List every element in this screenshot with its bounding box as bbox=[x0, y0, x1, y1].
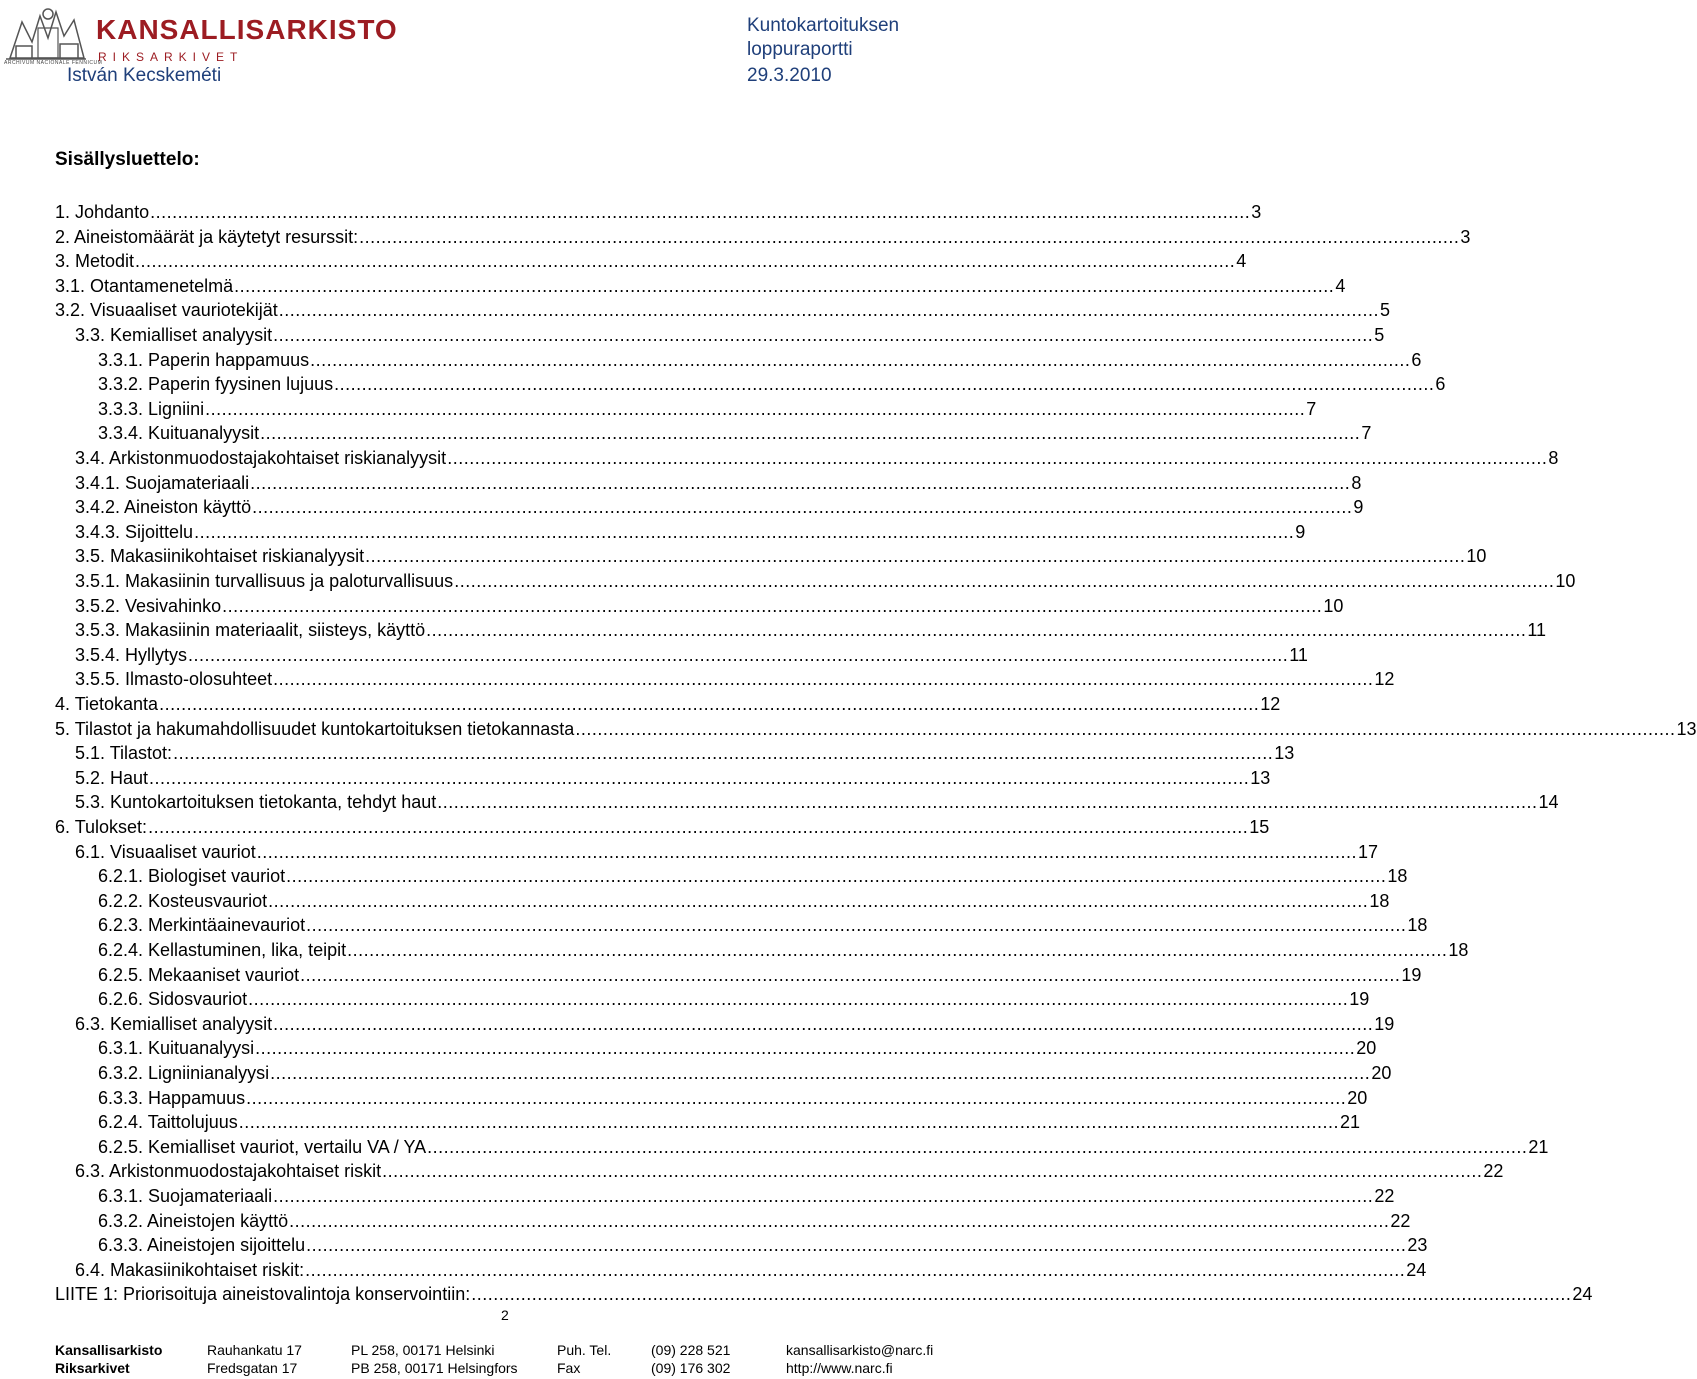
toc-leader-dots: ........................................................................................................................................................................................................ bbox=[427, 1137, 1528, 1157]
toc-leader-dots: ........................................................................................................................................................................................................ bbox=[149, 768, 1250, 788]
toc-entry-title: 6. Tulokset: bbox=[55, 817, 148, 837]
toc-entry-page: 22 bbox=[1374, 1186, 1395, 1206]
toc-leader-dots: ........................................................................................................................................................................................................ bbox=[278, 300, 1379, 320]
toc-entry[interactable] bbox=[75, 1258, 1427, 1282]
toc-entry-page: 21 bbox=[1339, 1112, 1360, 1132]
toc-entry-title: 6.3.3. Aineistojen sijoittelu bbox=[98, 1235, 306, 1255]
toc-entry-page: 18 bbox=[1448, 940, 1469, 960]
toc-entry[interactable] bbox=[75, 569, 1576, 593]
toc-entry-page: 11 bbox=[1527, 620, 1547, 640]
toc-leader-dots: ........................................................................................................................................................................................................ bbox=[347, 940, 1448, 960]
toc-entry-title: 6.2.4. Kellastuminen, lika, teipit bbox=[98, 940, 347, 960]
toc-entry-page: 10 bbox=[1466, 546, 1487, 566]
toc-entry[interactable] bbox=[55, 249, 1247, 273]
toc-entry-title: 6.3.1. Suojamateriaali bbox=[98, 1186, 273, 1206]
toc-entry-title: 3.5.2. Vesivahinko bbox=[75, 596, 222, 616]
footer-row1-cell: Kansallisarkisto bbox=[55, 1342, 163, 1358]
toc-entry-title: 6.2.1. Biologiset vauriot bbox=[98, 866, 286, 886]
toc-entry-title: 3.5.5. Ilmasto-olosuhteet bbox=[75, 669, 273, 689]
toc-leader-dots: ........................................................................................................................................................................................................ bbox=[382, 1161, 1483, 1181]
toc-entry-page: 13 bbox=[1676, 719, 1697, 739]
toc-leader-dots: ........................................................................................................................................................................................................ bbox=[306, 915, 1407, 935]
toc-leader-dots: ........................................................................................................................................................................................................ bbox=[447, 448, 1548, 468]
footer-row1-cell: Puh. Tel. bbox=[557, 1342, 612, 1358]
toc-leader-dots: ........................................................................................................................................................................................................ bbox=[273, 669, 1374, 689]
toc-leader-dots: ........................................................................................................................................................................................................ bbox=[150, 202, 1251, 222]
toc-entry[interactable] bbox=[55, 274, 1346, 298]
toc-entry-title: 5.1. Tilastot: bbox=[75, 743, 173, 763]
document-title bbox=[747, 14, 899, 62]
toc-entry-page: 15 bbox=[1249, 817, 1270, 837]
toc-entry-page: 19 bbox=[1374, 1014, 1395, 1034]
footer-row2-cell: PB 258, 00171 Helsingfors bbox=[351, 1360, 518, 1376]
toc-entry-page: 14 bbox=[1538, 792, 1559, 812]
toc-entry-page: 5 bbox=[1374, 325, 1385, 345]
toc-entry-title: 6.3. Arkistonmuodostajakohtaiset riskit bbox=[75, 1161, 382, 1181]
toc-entry-title: 3.5.1. Makasiinin turvallisuus ja paloturvallisuus bbox=[75, 571, 454, 591]
footer-row1-cell: (09) 228 521 bbox=[651, 1342, 731, 1358]
toc-entry[interactable] bbox=[75, 741, 1295, 765]
toc-entry-page: 18 bbox=[1369, 891, 1390, 911]
toc-entry[interactable] bbox=[98, 938, 1469, 962]
toc-leader-dots: ........................................................................................................................................................................................................ bbox=[289, 1211, 1390, 1231]
toc-leader-dots: ........................................................................................................................................................................................................ bbox=[273, 1186, 1374, 1206]
toc-entry[interactable] bbox=[98, 421, 1372, 445]
toc-entry-title: 5. Tilastot ja hakumahdollisuudet kuntokartoituksen tietokannasta bbox=[55, 719, 575, 739]
toc-entry-title: 1. Johdanto bbox=[55, 202, 150, 222]
archive-emblem-logo bbox=[2, 2, 90, 62]
toc-entry[interactable] bbox=[98, 963, 1422, 987]
document-date: 29.3.2010 bbox=[747, 65, 832, 86]
footer-row2-cell: (09) 176 302 bbox=[651, 1360, 731, 1376]
footer-row1-cell: Rauhankatu 17 bbox=[207, 1342, 302, 1358]
toc-leader-dots: ........................................................................................................................................................................................................ bbox=[365, 546, 1466, 566]
toc-entry-title: 3.4.1. Suojamateriaali bbox=[75, 473, 250, 493]
toc-entry[interactable] bbox=[98, 348, 1422, 372]
author-name: István Kecskeméti bbox=[67, 65, 222, 86]
toc-entry-title: 6.2.4. Taittolujuus bbox=[98, 1112, 238, 1132]
toc-entry[interactable] bbox=[98, 1061, 1392, 1085]
toc-leader-dots: ........................................................................................................................................................................................................ bbox=[246, 1088, 1347, 1108]
toc-entry[interactable] bbox=[98, 1110, 1360, 1134]
toc-entry-title: 3.5.3. Makasiinin materiaalit, siisteys, käyttö bbox=[75, 620, 426, 640]
toc-entry-title: 6.2.6. Sidosvauriot bbox=[98, 989, 248, 1009]
toc-entry-page: 8 bbox=[1351, 473, 1362, 493]
toc-entry[interactable] bbox=[98, 864, 1408, 888]
document-title-line2: loppuraportti bbox=[747, 39, 853, 60]
toc-entry-page: 12 bbox=[1374, 669, 1395, 689]
toc-entry-title: 3.4.2. Aineiston käyttö bbox=[75, 497, 252, 517]
toc-leader-dots: ........................................................................................................................................................................................................ bbox=[305, 1260, 1406, 1280]
toc-leader-dots: ........................................................................................................................................................................................................ bbox=[234, 276, 1335, 296]
toc-entry-title: 6.3.2. Ligniinianalyysi bbox=[98, 1063, 270, 1083]
toc-leader-dots: ........................................................................................................................................................................................................ bbox=[260, 423, 1361, 443]
toc-entry-title: 6.3.2. Aineistojen käyttö bbox=[98, 1211, 289, 1231]
toc-leader-dots: ........................................................................................................................................................................................................ bbox=[173, 743, 1274, 763]
toc-entry-page: 23 bbox=[1407, 1235, 1428, 1255]
toc-entry[interactable] bbox=[98, 889, 1390, 913]
toc-leader-dots: ........................................................................................................................................................................................................ bbox=[437, 792, 1538, 812]
toc-entry[interactable] bbox=[75, 667, 1395, 691]
toc-entry[interactable] bbox=[55, 298, 1391, 322]
toc-entry-title: 3.5.4. Hyllytys bbox=[75, 645, 188, 665]
toc-entry-page: 5 bbox=[1380, 300, 1391, 320]
toc-entry-page: 18 bbox=[1387, 866, 1408, 886]
toc-leader-dots: ........................................................................................................................................................................................................ bbox=[273, 1014, 1374, 1034]
toc-entry-page: 8 bbox=[1548, 448, 1559, 468]
toc-entry[interactable] bbox=[75, 643, 1308, 667]
toc-entry[interactable] bbox=[98, 1135, 1549, 1159]
toc-entry-page: 10 bbox=[1555, 571, 1576, 591]
toc-entry-page: 9 bbox=[1353, 497, 1364, 517]
footer-row2-cell: Riksarkivet bbox=[55, 1360, 130, 1376]
toc-leader-dots: ........................................................................................................................................................................................................ bbox=[188, 645, 1289, 665]
toc-entry[interactable] bbox=[55, 692, 1281, 716]
toc-entry-title: 3. Metodit bbox=[55, 251, 135, 271]
logo-subtitle: RIKSARKIVET bbox=[98, 50, 244, 64]
document-title-line1: Kuntokartoituksen bbox=[747, 15, 900, 36]
toc-leader-dots: ........................................................................................................................................................................................................ bbox=[238, 1112, 1339, 1132]
toc-entry-page: 20 bbox=[1356, 1038, 1377, 1058]
toc-entry-title: 3.3.4. Kuituanalyysit bbox=[98, 423, 260, 443]
toc-entry[interactable] bbox=[98, 913, 1428, 937]
toc-leader-dots: ........................................................................................................................................................................................................ bbox=[310, 350, 1411, 370]
toc-entry[interactable] bbox=[75, 544, 1487, 568]
toc-leader-dots: ........................................................................................................................................................................................................ bbox=[575, 719, 1676, 739]
footer-row2-cell: Fredsgatan 17 bbox=[207, 1360, 298, 1376]
toc-entry-page: 9 bbox=[1295, 522, 1306, 542]
toc-entry-page: 11 bbox=[1289, 645, 1308, 665]
toc-leader-dots: ........................................................................................................................................................................................................ bbox=[256, 842, 1357, 862]
toc-entry-title: 3.2. Visuaaliset vauriotekijät bbox=[55, 300, 278, 320]
toc-entry[interactable] bbox=[55, 225, 1471, 249]
toc-entry-page: 24 bbox=[1572, 1284, 1593, 1304]
toc-entry-title: 6.2.5. Kemialliset vauriot, vertailu VA / YA bbox=[98, 1137, 427, 1157]
toc-entry-page: 18 bbox=[1407, 915, 1428, 935]
toc-entry-page: 10 bbox=[1323, 596, 1344, 616]
toc-entry-title: 4. Tietokanta bbox=[55, 694, 159, 714]
toc-leader-dots: ........................................................................................................................................................................................................ bbox=[250, 473, 1351, 493]
toc-entry-title: 6.2.5. Mekaaniset vauriot bbox=[98, 965, 300, 985]
footer-row2-cell[interactable]: http://www.narc.fi bbox=[786, 1360, 893, 1376]
toc-entry[interactable] bbox=[55, 815, 1270, 839]
toc-leader-dots: ........................................................................................................................................................................................................ bbox=[159, 694, 1260, 714]
toc-leader-dots: ........................................................................................................................................................................................................ bbox=[334, 374, 1435, 394]
toc-entry[interactable] bbox=[75, 766, 1271, 790]
toc-leader-dots: ........................................................................................................................................................................................................ bbox=[471, 1284, 1572, 1304]
footer-row1-cell[interactable]: kansallisarkisto@narc.fi bbox=[786, 1342, 934, 1358]
toc-entry-title: 5.3. Kuntokartoituksen tietokanta, tehdyt haut bbox=[75, 792, 437, 812]
toc-entry-title: 3.4.3. Sijoittelu bbox=[75, 522, 194, 542]
toc-entry[interactable] bbox=[98, 987, 1370, 1011]
toc-entry-title: 6.2.3. Merkintäainevauriot bbox=[98, 915, 306, 935]
toc-leader-dots: ........................................................................................................................................................................................................ bbox=[300, 965, 1401, 985]
toc-leader-dots: ........................................................................................................................................................................................................ bbox=[359, 227, 1460, 247]
toc-entry-page: 22 bbox=[1390, 1211, 1411, 1231]
logo-caption: ARCHIVUM NACIONALE FENNICUM bbox=[4, 60, 103, 66]
toc-entry-title: 3.3.1. Paperin happamuus bbox=[98, 350, 310, 370]
toc-leader-dots: ........................................................................................................................................................................................................ bbox=[255, 1038, 1356, 1058]
footer-row2-cell: Fax bbox=[557, 1360, 581, 1376]
toc-entry-title: 3.3.3. Ligniini bbox=[98, 399, 205, 419]
toc-entry-page: 12 bbox=[1260, 694, 1281, 714]
toc-entry-title: LIITE 1: Priorisoituja aineistovalintoja konservointiin: bbox=[55, 1284, 471, 1304]
toc-entry[interactable] bbox=[75, 840, 1379, 864]
toc-entry-page: 4 bbox=[1335, 276, 1346, 296]
toc-entry-title: 2. Aineistomäärät ja käytetyt resurssit: bbox=[55, 227, 359, 247]
toc-entry-page: 24 bbox=[1406, 1260, 1427, 1280]
toc-entry-title: 3.3.2. Paperin fyysinen lujuus bbox=[98, 374, 334, 394]
toc-entry-title: 6.3.3. Happamuus bbox=[98, 1088, 246, 1108]
toc-entry-page: 13 bbox=[1274, 743, 1295, 763]
toc-leader-dots: ........................................................................................................................................................................................................ bbox=[273, 325, 1374, 345]
toc-leader-dots: ........................................................................................................................................................................................................ bbox=[268, 891, 1369, 911]
toc-entry[interactable] bbox=[55, 1282, 1593, 1306]
toc-entry-title: 6.3.1. Kuituanalyysi bbox=[98, 1038, 255, 1058]
toc-entry[interactable] bbox=[75, 471, 1362, 495]
toc-leader-dots: ........................................................................................................................................................................................................ bbox=[426, 620, 1527, 640]
toc-entry-page: 20 bbox=[1347, 1088, 1368, 1108]
toc-leader-dots: ........................................................................................................................................................................................................ bbox=[270, 1063, 1371, 1083]
toc-entry[interactable] bbox=[98, 372, 1446, 396]
toc-heading: Sisällysluettelo: bbox=[55, 149, 200, 170]
toc-entry[interactable] bbox=[98, 397, 1317, 421]
toc-leader-dots: ........................................................................................................................................................................................................ bbox=[286, 866, 1387, 886]
toc-entry-title: 6.4. Makasiinikohtaiset riskit: bbox=[75, 1260, 305, 1280]
page-number: 2 bbox=[501, 1307, 509, 1323]
toc-entry[interactable] bbox=[75, 790, 1559, 814]
toc-leader-dots: ........................................................................................................................................................................................................ bbox=[135, 251, 1236, 271]
toc-entry-page: 3 bbox=[1460, 227, 1471, 247]
toc-leader-dots: ........................................................................................................................................................................................................ bbox=[194, 522, 1295, 542]
toc-entry-page: 13 bbox=[1250, 768, 1271, 788]
toc-leader-dots: ........................................................................................................................................................................................................ bbox=[248, 989, 1349, 1009]
toc-leader-dots: ........................................................................................................................................................................................................ bbox=[306, 1235, 1407, 1255]
toc-entry-page: 22 bbox=[1483, 1161, 1504, 1181]
toc-entry[interactable] bbox=[75, 1159, 1504, 1183]
toc-entry-page: 3 bbox=[1251, 202, 1262, 222]
toc-entry-page: 6 bbox=[1435, 374, 1446, 394]
toc-leader-dots: ........................................................................................................................................................................................................ bbox=[222, 596, 1323, 616]
toc-entry-title: 6.1. Visuaaliset vauriot bbox=[75, 842, 256, 862]
toc-entry[interactable] bbox=[55, 717, 1697, 741]
toc-entry-page: 17 bbox=[1357, 842, 1379, 862]
toc-entry[interactable] bbox=[98, 1086, 1368, 1110]
toc-entry[interactable] bbox=[75, 1012, 1395, 1036]
toc-leader-dots: ........................................................................................................................................................................................................ bbox=[205, 399, 1306, 419]
toc-entry[interactable] bbox=[75, 594, 1344, 618]
toc-leader-dots: ........................................................................................................................................................................................................ bbox=[454, 571, 1555, 591]
toc-entry[interactable] bbox=[98, 1036, 1377, 1060]
toc-entry[interactable] bbox=[75, 618, 1547, 642]
toc-entry-page: 19 bbox=[1401, 965, 1422, 985]
toc-entry[interactable] bbox=[98, 1233, 1428, 1257]
toc-entry-title: 5.2. Haut bbox=[75, 768, 149, 788]
toc-entry[interactable] bbox=[75, 323, 1385, 347]
toc-entry-title: 3.1. Otantamenetelmä bbox=[55, 276, 234, 296]
toc-entry-title: 3.5. Makasiinikohtaiset riskianalyysit bbox=[75, 546, 365, 566]
toc-entry[interactable] bbox=[75, 446, 1559, 470]
toc-entry[interactable] bbox=[98, 1184, 1395, 1208]
toc-entry-page: 19 bbox=[1349, 989, 1370, 1009]
logo-wordmark: KANSALLISARKISTO bbox=[96, 14, 398, 45]
toc-entry[interactable] bbox=[98, 1209, 1411, 1233]
toc-leader-dots: ........................................................................................................................................................................................................ bbox=[252, 497, 1353, 517]
toc-entry-title: 3.3. Kemialliset analyysit bbox=[75, 325, 273, 345]
footer-row1-cell: PL 258, 00171 Helsinki bbox=[351, 1342, 495, 1358]
toc-entry[interactable] bbox=[75, 495, 1364, 519]
toc-entry-page: 21 bbox=[1528, 1137, 1549, 1157]
toc-entry-title: 3.4. Arkistonmuodostajakohtaiset riskianalyysit bbox=[75, 448, 447, 468]
toc-entry-title: 6.2.2. Kosteusvauriot bbox=[98, 891, 268, 911]
toc-entry-page: 6 bbox=[1411, 350, 1422, 370]
toc-entry-page: 4 bbox=[1236, 251, 1247, 271]
toc-entry-title: 6.3. Kemialliset analyysit bbox=[75, 1014, 273, 1034]
toc-leader-dots: ........................................................................................................................................................................................................ bbox=[148, 817, 1249, 837]
toc-entry-page: 7 bbox=[1361, 423, 1372, 443]
toc-entry-page: 20 bbox=[1371, 1063, 1392, 1083]
toc-entry[interactable] bbox=[75, 520, 1306, 544]
toc-entry-page: 7 bbox=[1306, 399, 1317, 419]
toc-entry[interactable] bbox=[55, 200, 1262, 224]
